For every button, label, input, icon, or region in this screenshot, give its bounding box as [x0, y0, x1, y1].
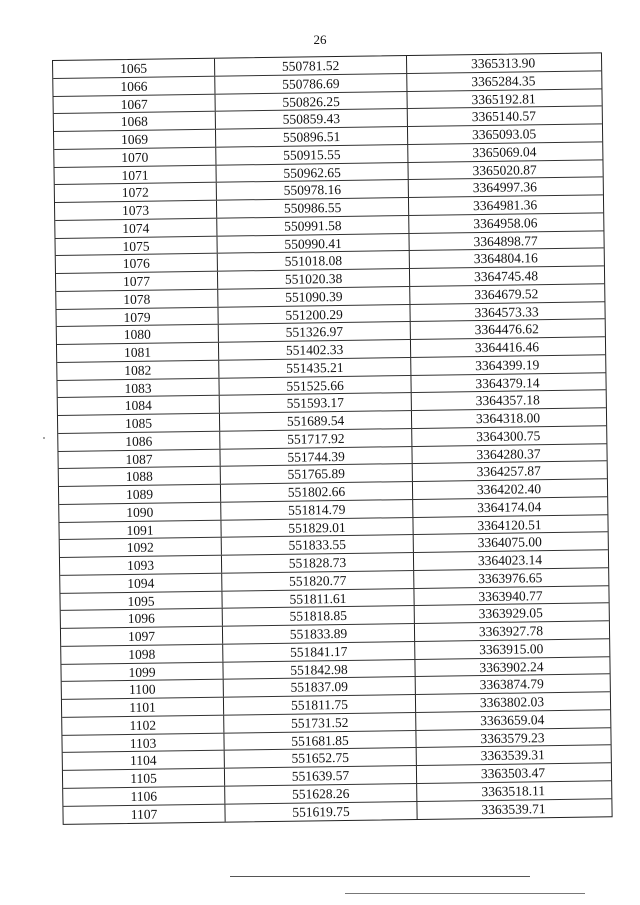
point-number-cell: 1094: [60, 573, 222, 592]
point-number-cell: 1097: [61, 627, 223, 646]
point-number-cell: 1071: [55, 165, 217, 184]
point-number-cell: 1076: [56, 254, 218, 273]
y-coordinate-cell: 3363929.05: [478, 605, 543, 622]
x-coordinate-cell: 550826.25: [215, 92, 407, 111]
y-coordinate-cell: 3364679.52: [474, 285, 539, 302]
x-coordinate-cell: 550896.51: [216, 127, 408, 146]
y-coordinate-cell: 3365313.90: [470, 55, 536, 72]
point-number-cell: 1105: [63, 769, 225, 788]
x-coordinate-cell: 551731.52: [224, 713, 416, 732]
x-coordinate-cell: 551020.38: [218, 269, 410, 288]
y-coordinate-cell: 3364997.36: [472, 179, 537, 196]
y-coordinate-cell: 3364804.16: [473, 250, 538, 267]
y-coordinate-cell: 3364280.37: [476, 445, 541, 462]
y-coordinate-cell: 3363539.31: [480, 747, 545, 764]
point-number-cell: 1067: [54, 94, 216, 113]
y-coordinate-cell: 3364981.36: [472, 197, 538, 214]
point-number-cell: 1080: [57, 325, 219, 344]
x-coordinate-cell: 550986.55: [217, 198, 409, 217]
y-coordinate-cell: 3364379.14: [475, 374, 540, 391]
point-number-cell: 1092: [60, 538, 222, 557]
y-coordinate-cell: 3364476.62: [474, 321, 539, 338]
x-coordinate-cell: 550962.65: [216, 163, 408, 182]
y-coordinate-cell: 3365284.35: [471, 73, 536, 89]
x-coordinate-cell: 551837.09: [224, 677, 416, 696]
y-coordinate-cell: 3364357.18: [475, 392, 540, 409]
point-number-cell: 1068: [54, 112, 216, 131]
y-coordinate-cell: 3365069.04: [472, 143, 537, 160]
point-number-cell: 1065: [53, 59, 215, 78]
point-number-cell: 1091: [59, 520, 221, 539]
x-coordinate-cell: 551820.77: [222, 571, 414, 590]
point-number-cell: 1107: [63, 804, 225, 824]
x-coordinate-cell: 551802.66: [221, 482, 413, 501]
x-coordinate-cell: 551717.92: [220, 429, 412, 448]
y-coordinate-cell: 3365020.87: [472, 161, 537, 178]
y-coordinate-cell: 3363579.23: [480, 729, 545, 746]
y-coordinate-cell: 3364075.00: [477, 534, 542, 551]
y-coordinate-cell: 3363539.71: [481, 800, 546, 817]
x-coordinate-cell: 551818.85: [223, 606, 415, 625]
footer-rule-left: [230, 876, 530, 877]
x-coordinate-cell: 551811.75: [224, 695, 416, 714]
y-coordinate-cell: 3364202.40: [476, 481, 542, 498]
x-coordinate-cell: 550786.69: [215, 74, 407, 93]
y-coordinate-cell: 3365140.57: [471, 108, 536, 125]
x-coordinate-cell: 551744.39: [220, 447, 412, 466]
x-coordinate-cell: 551681.85: [224, 730, 416, 749]
y-coordinate-cell: 3364023.14: [477, 552, 543, 569]
x-coordinate-cell: 550991.58: [217, 216, 409, 235]
x-coordinate-cell: 550859.43: [216, 109, 408, 128]
point-number-cell: 1089: [59, 485, 221, 504]
y-coordinate-cell: 3363976.65: [478, 569, 543, 586]
x-coordinate-cell: 551841.17: [223, 642, 415, 661]
y-coordinate-cell: 3364300.75: [476, 427, 541, 444]
point-number-cell: 1100: [62, 680, 224, 699]
x-coordinate-cell: 551829.01: [221, 517, 413, 536]
y-coordinate-cell: 3364257.87: [476, 463, 541, 480]
y-coordinate-cell: 3363902.24: [479, 658, 544, 675]
y-coordinate-cell: 3363518.11: [481, 782, 546, 799]
point-number-cell: 1103: [62, 733, 224, 752]
y-coordinate-cell: 3363802.03: [479, 694, 545, 711]
point-number-cell: 1090: [59, 502, 221, 521]
x-coordinate-cell: 551833.89: [223, 624, 415, 643]
point-number-cell: 1106: [63, 786, 225, 805]
y-coordinate-cell: 3363927.78: [478, 623, 544, 640]
x-coordinate-cell: 551828.73: [222, 553, 414, 572]
point-number-cell: 1098: [61, 644, 223, 663]
point-number-cell: 1099: [61, 662, 223, 681]
y-coordinate-cell: 3364416.46: [474, 339, 540, 356]
point-number-cell: 1096: [61, 609, 223, 628]
y-coordinate-cell: 3364958.06: [473, 214, 538, 231]
point-number-cell: 1069: [54, 130, 216, 149]
x-coordinate-cell: 551628.26: [225, 784, 417, 803]
y-coordinate-cell: 3364898.77: [473, 232, 538, 249]
point-number-cell: 1093: [60, 556, 222, 575]
y-coordinate-cell: 3364745.48: [473, 268, 539, 285]
x-coordinate-cell: 551639.57: [225, 766, 417, 785]
point-number-cell: 1084: [58, 396, 220, 415]
point-number-cell: 1074: [55, 218, 217, 237]
y-coordinate-cell: 3363503.47: [480, 765, 546, 782]
y-coordinate-cell: 3364573.33: [474, 303, 539, 320]
x-coordinate-cell: 551402.33: [219, 340, 411, 359]
point-number-cell: 1104: [63, 751, 225, 770]
y-coordinate-cell: 3364174.04: [477, 498, 542, 515]
x-coordinate-cell: 551593.17: [220, 393, 412, 412]
y-coordinate-cell: 3363659.04: [480, 711, 545, 728]
point-number-cell: 1078: [56, 289, 218, 308]
x-coordinate-cell: 551018.08: [218, 251, 410, 270]
point-number-cell: 1088: [59, 467, 221, 486]
point-number-cell: 1102: [62, 715, 224, 734]
point-number-cell: 1095: [60, 591, 222, 610]
point-number-cell: 1075: [55, 236, 217, 255]
x-coordinate-cell: 551525.66: [219, 376, 411, 395]
scan-mark: [43, 437, 45, 439]
point-number-cell: 1066: [53, 76, 215, 95]
x-coordinate-cell: 551619.75: [225, 801, 417, 821]
x-coordinate-cell: 551326.97: [219, 322, 411, 341]
x-coordinate-cell: 551765.89: [221, 464, 413, 483]
coordinate-table: [52, 52, 613, 825]
x-coordinate-cell: 550915.55: [216, 145, 408, 164]
x-coordinate-cell: 551842.98: [223, 659, 415, 678]
x-coordinate-cell: 550978.16: [217, 180, 409, 199]
point-number-cell: 1083: [57, 378, 219, 397]
x-coordinate-cell: 550781.52: [215, 56, 407, 75]
point-number-cell: 1070: [54, 147, 216, 166]
point-number-cell: 1073: [55, 201, 217, 220]
x-coordinate-cell: 551200.29: [218, 305, 410, 324]
point-number-cell: 1101: [62, 698, 224, 717]
x-coordinate-cell: 551811.61: [222, 588, 414, 607]
y-coordinate-cell: 3365093.05: [471, 126, 537, 143]
y-coordinate-cell: 3364318.00: [475, 410, 541, 427]
x-coordinate-cell: 551435.21: [219, 358, 411, 377]
x-coordinate-cell: 550990.41: [217, 234, 409, 253]
x-coordinate-cell: 551652.75: [225, 748, 417, 767]
x-coordinate-cell: 551090.39: [218, 287, 410, 306]
y-coordinate-cell: 3365192.81: [471, 90, 536, 107]
y-coordinate-cell: 3364120.51: [477, 516, 542, 533]
point-number-cell: 1077: [56, 272, 218, 291]
y-coordinate-cell: 3363874.79: [479, 676, 544, 693]
y-coordinate-cell: 3364399.19: [475, 356, 540, 373]
point-number-cell: 1087: [58, 449, 220, 468]
y-coordinate-cell: 3363940.77: [478, 587, 543, 604]
point-number-cell: 1081: [57, 343, 219, 362]
point-number-cell: 1079: [56, 307, 218, 326]
page-number: 26: [313, 32, 327, 47]
y-coordinate-cell: 3363915.00: [479, 640, 544, 657]
x-coordinate-cell: 551814.79: [221, 500, 413, 519]
point-number-cell: 1072: [55, 183, 217, 202]
footer-rule-right: [345, 893, 585, 894]
point-number-cell: 1086: [58, 431, 220, 450]
x-coordinate-cell: 551833.55: [222, 535, 414, 554]
point-number-cell: 1082: [57, 360, 219, 379]
x-coordinate-cell: 551689.54: [220, 411, 412, 430]
point-number-cell: 1085: [58, 414, 220, 433]
